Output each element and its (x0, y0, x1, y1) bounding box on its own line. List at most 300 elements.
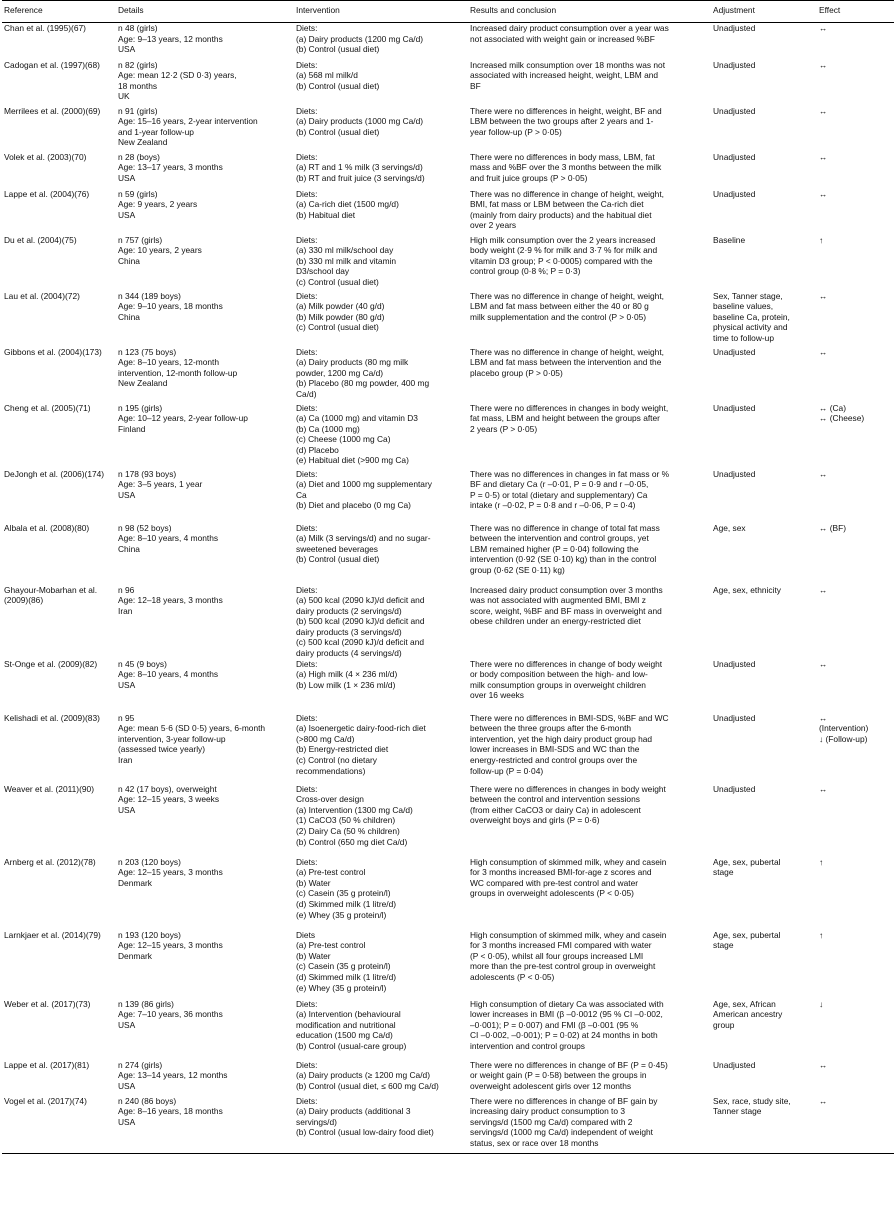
cell-line: baseline Ca, protein, (713, 311, 790, 322)
cell-line: ↔ (819, 712, 828, 723)
cell-line: Unadjusted (713, 712, 756, 723)
cell-line: Diets: (296, 23, 318, 33)
cell-line: Cross-over design (296, 794, 364, 805)
cell-line: Diets: (296, 402, 318, 413)
results-cell (468, 23, 711, 60)
cell-line: There were no differences in body mass, LBM, fat (470, 151, 655, 162)
cell-line: Diets: (296, 468, 318, 479)
cell-line: n 193 (120 boys) (118, 929, 181, 940)
cell-line: (b) Ca (1000 mg) (296, 423, 360, 434)
cell-line: mass and %BF over the 3 months between the milk (470, 162, 662, 173)
cell-line: Baseline (713, 234, 746, 245)
cell-line: Arnberg et al. (2012)(78) (4, 856, 96, 867)
adjustment-cell (711, 106, 817, 152)
cell-line: There were no differences in changes in body weight (470, 783, 666, 794)
cell-line: Cadogan et al. (1997)(68) (4, 59, 100, 70)
cell-line: USA (118, 679, 136, 690)
intervention-cell (294, 1060, 468, 1096)
cell-line: 2 years (P > 0·05) (470, 423, 538, 434)
cell-line: Cheng et al. (2005)(71) (4, 402, 91, 413)
cell-line: group (713, 1019, 735, 1030)
cell-line: Unadjusted (713, 1059, 756, 1070)
cell-line: (c) Control (usual diet) (296, 322, 379, 333)
cell-line: (b) RT and fruit juice (3 servings/d) (296, 172, 425, 183)
cell-line: (c) Cheese (1000 mg Ca) (296, 434, 391, 445)
cell-line: (b) Control (usual diet) (296, 80, 380, 91)
cell-line: (a) 568 ml milk/d (296, 70, 358, 81)
effect-cell (817, 189, 894, 235)
cell-line: modification and nutritional (296, 1019, 396, 1030)
table-row (2, 659, 894, 713)
cell-line: D3/school day (296, 266, 350, 277)
cell-line: or weight gain (P = 0·58) between the groups in (470, 1070, 647, 1081)
cell-line: Age: mean 12·2 (SD 0·3) years, (118, 70, 237, 81)
results-cell (468, 106, 711, 152)
cell-line: (a) 500 kcal (2090 kJ)/d deficit and (296, 595, 425, 606)
cell-line: (a) High milk (4 × 236 ml/d) (296, 669, 398, 680)
results-cell (468, 403, 711, 469)
effect-cell (817, 784, 894, 857)
cell-line: vitamin D3 group; P < 0·0005) compared with the (470, 255, 653, 266)
cell-line: USA (118, 209, 136, 220)
details-cell (116, 659, 294, 713)
cell-line: P = 0·5) or total (dietary and supplementary) Ca (470, 489, 648, 500)
cell-line: St-Onge et al. (2009)(82) (4, 658, 98, 669)
cell-line: (2) Dairy Ca (50 % children) (296, 826, 400, 837)
details-cell (116, 23, 294, 60)
cell-line: Age: 3–5 years, 1 year (118, 479, 203, 490)
details-cell (116, 235, 294, 291)
intervention-cell (294, 189, 468, 235)
cell-line: (a) Pre-test control (296, 867, 366, 878)
cell-line: servings/d (1500 mg Ca/d) compared with 2 (470, 1116, 633, 1127)
cell-line: for 3 months increased BMI-for-age z scores and (470, 867, 652, 878)
details-cell (116, 60, 294, 106)
cell-line: n 123 (75 boys) (118, 346, 177, 357)
cell-line: sweetened beverages (296, 543, 378, 554)
cell-line: (b) Control (usual diet, ≤ 600 mg Ca/d) (296, 1080, 439, 1091)
cell-line: n 95 (118, 712, 135, 723)
cell-line: (b) Control (usual diet) (296, 44, 380, 55)
effect-cell (817, 1060, 894, 1096)
cell-line: New Zealand (118, 378, 168, 389)
cell-line: ↔ (Ca) (819, 402, 846, 413)
effect-cell (817, 152, 894, 189)
cell-line: China (118, 255, 140, 266)
cell-line: (a) Ca (1000 mg) and vitamin D3 (296, 413, 418, 424)
details-cell (116, 469, 294, 523)
cell-line: (from either CaCO3 or dairy Ca) in adolescent (470, 804, 641, 815)
intervention-cell (294, 152, 468, 189)
cell-line: There were no differences in change of BF gain by (470, 1095, 658, 1106)
header-effect: Effect (817, 1, 894, 23)
cell-line: ↔ (819, 105, 828, 116)
intervention-cell (294, 60, 468, 106)
cell-line: Age: 10–12 years, 2-year follow-up (118, 413, 248, 424)
reference-cell (2, 347, 116, 403)
results-cell (468, 713, 711, 784)
cell-line: intervention, 3-year follow-up (118, 733, 226, 744)
cell-line: (b) 500 kcal (2090 kJ)/d deficit and (296, 616, 425, 627)
cell-line: (c) Control (no dietary (296, 755, 377, 766)
cell-line: body weight (2·9 % for milk and 3·7 % for milk and (470, 245, 658, 256)
intervention-cell (294, 1096, 468, 1154)
cell-line: LBM and fat mass between either the 40 or 80 g (470, 301, 649, 312)
cell-line: (a) Pre-test control (296, 940, 366, 951)
cell-line: Ca/d) (296, 388, 317, 399)
cell-line: n 91 (girls) (118, 105, 158, 116)
cell-line: ↔ (Cheese) (819, 413, 865, 424)
cell-line: (b) Diet and placebo (0 mg Ca) (296, 500, 411, 511)
cell-line: n 42 (17 boys), overweight (118, 783, 217, 794)
cell-line: Ghayour-Mobarhan et al. (4, 584, 98, 595)
header-details: Details (116, 1, 294, 23)
reference-cell (2, 189, 116, 235)
cell-line: ↑ (819, 856, 824, 867)
results-cell (468, 930, 711, 999)
cell-line: Unadjusted (713, 59, 756, 70)
cell-line: (Intervention) (819, 723, 869, 734)
cell-line: servings/d (1000 mg Ca/d) independent of weight (470, 1127, 653, 1138)
cell-line: stage (713, 940, 734, 951)
cell-line: China (118, 543, 140, 554)
cell-line: n 96 (118, 584, 135, 595)
cell-line: There were no differences in changes in body weight, (470, 402, 669, 413)
cell-line: fat mass, LBM and height between the groups after (470, 413, 660, 424)
cell-line: There was no difference in change of height, weight, (470, 346, 664, 357)
cell-line: (2009)(86) (4, 595, 44, 606)
cell-line: LBM remained higher (P = 0·04) following the (470, 543, 639, 554)
cell-line: BMI, fat mass or LBM between the Ca-rich diet (470, 199, 644, 210)
cell-line: between the control and intervention sessions (470, 794, 640, 805)
cell-line: Diets: (296, 998, 318, 1009)
effect-cell (817, 469, 894, 523)
cell-line: or body composition between the high- and low- (470, 669, 648, 680)
cell-line: Age: 15–16 years, 2-year intervention (118, 116, 258, 127)
cell-line: dairy products (2 servings/d) (296, 605, 402, 616)
cell-line: Unadjusted (713, 783, 756, 794)
cell-line: WC compared with pre-test control and water (470, 877, 639, 888)
effect-cell (817, 23, 894, 60)
cell-line: n 240 (86 boys) (118, 1095, 177, 1106)
cell-line: BF and dietary Ca (r –0·01, P = 0·9 and r –0·05, (470, 479, 649, 490)
header-intervention: Intervention (294, 1, 468, 23)
intervention-cell (294, 713, 468, 784)
intervention-cell (294, 857, 468, 930)
cell-line: High milk consumption over the 2 years increased (470, 234, 656, 245)
cell-line: Age: 9–13 years, 12 months (118, 33, 223, 44)
effect-cell (817, 291, 894, 347)
cell-line: Denmark (118, 877, 152, 888)
cell-line: placebo group (P > 0·05) (470, 367, 563, 378)
table-row (2, 235, 894, 291)
cell-line: Diets (296, 929, 316, 940)
cell-line: status, sex or race over 18 months (470, 1138, 599, 1149)
cell-line: n 195 (girls) (118, 402, 163, 413)
cell-line: Diets: (296, 59, 318, 70)
intervention-cell (294, 23, 468, 60)
cell-line: Sex, Tanner stage, (713, 290, 783, 301)
cell-line: There were no differences in change of body weight (470, 658, 663, 669)
reference-cell (2, 784, 116, 857)
cell-line: follow-up (P = 0·04) (470, 765, 544, 776)
cell-line: There were no differences in height, weight, BF and (470, 105, 662, 116)
table-row (2, 930, 894, 999)
effect-cell (817, 659, 894, 713)
cell-line: –0·001); P = 0·007) and FMI (β –0·001 (95 % (470, 1019, 639, 1030)
cell-line: between the three groups after the 6-month (470, 723, 632, 734)
reference-cell (2, 152, 116, 189)
effect-cell (817, 235, 894, 291)
effect-cell (817, 106, 894, 152)
cell-line: Age: 12–15 years, 3 weeks (118, 794, 220, 805)
cell-line: (b) Control (usual diet) (296, 126, 380, 137)
cell-line: Lappe et al. (2004)(76) (4, 188, 90, 199)
cell-line: not associated with weight gain or increased %BF (470, 33, 655, 44)
results-cell (468, 523, 711, 585)
cell-line: Diets: (296, 290, 318, 301)
results-cell (468, 1060, 711, 1096)
header-adjustment: Adjustment (711, 1, 817, 23)
cell-line: milk consumption groups in overweight children (470, 679, 646, 690)
cell-line: Age: 8–10 years, 4 months (118, 533, 219, 544)
studies-table (2, 0, 894, 1154)
table-row (2, 60, 894, 106)
reference-cell (2, 106, 116, 152)
effect-cell (817, 999, 894, 1060)
cell-line: overweight boys and girls (P = 0·6) (470, 815, 600, 826)
cell-line: Lappe et al. (2017)(81) (4, 1059, 90, 1070)
reference-cell (2, 1096, 116, 1154)
cell-line: n 757 (girls) (118, 234, 163, 245)
results-cell (468, 235, 711, 291)
cell-line: Merrilees et al. (2000)(69) (4, 105, 101, 116)
intervention-cell (294, 784, 468, 857)
cell-line: (a) Intervention (1300 mg Ca/d) (296, 804, 413, 815)
intervention-cell (294, 930, 468, 999)
cell-line: (assessed twice yearly) (118, 744, 206, 755)
cell-line: (d) Placebo (296, 444, 339, 455)
cell-line: energy-restricted and control groups over the (470, 755, 638, 766)
cell-line: n 48 (girls) (118, 23, 158, 33)
cell-line: LBM and fat mass between the intervention and the (470, 357, 662, 368)
details-cell (116, 1060, 294, 1096)
cell-line: associated with increased height, weight, LBM and (470, 70, 659, 81)
adjustment-cell (711, 713, 817, 784)
reference-cell (2, 585, 116, 659)
cell-line: intervention (0·92 (SE 0·10) kg) than in the control (470, 554, 657, 565)
reference-cell (2, 60, 116, 106)
adjustment-cell (711, 1096, 817, 1154)
details-cell (116, 713, 294, 784)
cell-line: lower increases in BMI-SDS and WC than the (470, 744, 640, 755)
cell-line: (a) Dairy products (1000 mg Ca/d) (296, 116, 424, 127)
table-row (2, 857, 894, 930)
cell-line: Age: 13–14 years, 12 months (118, 1070, 228, 1081)
results-cell (468, 347, 711, 403)
adjustment-cell (711, 347, 817, 403)
cell-line: ↑ (819, 234, 824, 245)
table-header-row (2, 1, 894, 23)
cell-line: ↔ (819, 1095, 828, 1106)
cell-line: (b) Water (296, 950, 331, 961)
details-cell (116, 403, 294, 469)
intervention-cell (294, 403, 468, 469)
cell-line: (a) Diet and 1000 mg supplementary (296, 479, 432, 490)
table-row (2, 585, 894, 659)
cell-line: Diets: (296, 522, 318, 533)
results-cell (468, 189, 711, 235)
cell-line: There were no differences in BMI-SDS, %BF and WC (470, 712, 669, 723)
cell-line: Age, sex (713, 522, 746, 533)
cell-line: ↔ (819, 59, 828, 70)
cell-line: (d) Skimmed milk (1 litre/d) (296, 972, 397, 983)
cell-line: more than the pre-test control group in overweight (470, 961, 656, 972)
cell-line: ↔ (819, 151, 828, 162)
adjustment-cell (711, 152, 817, 189)
details-cell (116, 106, 294, 152)
table-row (2, 152, 894, 189)
table-body (2, 23, 894, 1154)
cell-line: ↓ (Follow-up) (819, 733, 868, 744)
effect-cell (817, 1096, 894, 1154)
cell-line: Diets: (296, 658, 318, 669)
cell-line: score, weight, %BF and BF mass in overweight and (470, 605, 662, 616)
cell-line: Finland (118, 423, 146, 434)
adjustment-cell (711, 23, 817, 60)
cell-line: BF (470, 80, 481, 91)
cell-line: ↔ (819, 783, 828, 794)
cell-line: ↔ (819, 468, 828, 479)
cell-line: USA (118, 1080, 136, 1091)
cell-line: (b) Control (650 mg diet Ca/d) (296, 836, 408, 847)
reference-cell (2, 999, 116, 1060)
adjustment-cell (711, 784, 817, 857)
cell-line: (1) CaCO3 (50 % children) (296, 815, 396, 826)
header-results: Results and conclusion (468, 1, 711, 23)
cell-line: Unadjusted (713, 658, 756, 669)
adjustment-cell (711, 659, 817, 713)
cell-line: Denmark (118, 950, 152, 961)
table-row (2, 106, 894, 152)
effect-cell (817, 713, 894, 784)
results-cell (468, 999, 711, 1060)
cell-line: (b) Habitual diet (296, 209, 356, 220)
cell-line: Age: 13–17 years, 3 months (118, 162, 223, 173)
cell-line: Gibbons et al. (2004)(173) (4, 346, 102, 357)
cell-line: LBM between the two groups after 2 years and 1- (470, 116, 654, 127)
cell-line: Albala et al. (2008)(80) (4, 522, 90, 533)
cell-line: Diets: (296, 1059, 318, 1070)
intervention-cell (294, 469, 468, 523)
cell-line: (b) Control (usual low-dairy food diet) (296, 1127, 434, 1138)
results-cell (468, 291, 711, 347)
cell-line: Volek et al. (2003)(70) (4, 151, 87, 162)
cell-line: was not associated with augmented BMI, BMI z (470, 595, 646, 606)
cell-line: overweight adolescent girls over 12 months (470, 1080, 632, 1091)
table-row (2, 784, 894, 857)
cell-line: Weaver et al. (2011)(90) (4, 783, 94, 794)
results-cell (468, 784, 711, 857)
cell-line: n 59 (girls) (118, 188, 158, 199)
cell-line: intervention, yet the high dairy product group had (470, 733, 653, 744)
cell-line: Unadjusted (713, 402, 756, 413)
cell-line: time to follow-up (713, 332, 774, 343)
intervention-cell (294, 999, 468, 1060)
cell-line: increasing dairy product consumption to 3 (470, 1106, 626, 1117)
cell-line: Vogel et al. (2017)(74) (4, 1095, 87, 1106)
results-cell (468, 60, 711, 106)
effect-cell (817, 60, 894, 106)
cell-line: Age, sex, pubertal (713, 929, 781, 940)
cell-line: ↑ (819, 929, 824, 940)
cell-line: physical activity and (713, 322, 788, 333)
cell-line: There were no differences in change of BF (P = 0·45) (470, 1059, 668, 1070)
cell-line: China (118, 311, 140, 322)
cell-line: (c) 500 kcal (2090 kJ)/d deficit and (296, 637, 425, 648)
cell-line: (a) Milk (3 servings/d) and no sugar- (296, 533, 431, 544)
cell-line: Increased dairy product consumption over a year was (470, 23, 669, 33)
cell-line: 18 months (118, 80, 158, 91)
reference-cell (2, 291, 116, 347)
cell-line: Diets: (296, 584, 318, 595)
cell-line: Diets: (296, 346, 318, 357)
cell-line: intake (r –0·02, P = 0·8 and r –0·06, P = 0·4) (470, 500, 636, 511)
cell-line: (a) RT and 1 % milk (3 servings/d) (296, 162, 423, 173)
adjustment-cell (711, 403, 817, 469)
cell-line: Age: 9–10 years, 18 months (118, 301, 223, 312)
results-cell (468, 585, 711, 659)
intervention-cell (294, 347, 468, 403)
cell-line: n 139 (86 girls) (118, 998, 174, 1009)
adjustment-cell (711, 585, 817, 659)
table-row (2, 999, 894, 1060)
cell-line: Age: 8–10 years, 4 months (118, 669, 219, 680)
cell-line: Unadjusted (713, 346, 756, 357)
cell-line: (e) Whey (35 g protein/l) (296, 982, 387, 993)
cell-line: Unadjusted (713, 188, 756, 199)
adjustment-cell (711, 523, 817, 585)
cell-line: between the intervention and control groups, yet (470, 533, 649, 544)
cell-line: Increased dairy product consumption over 3 months (470, 584, 663, 595)
table-row (2, 469, 894, 523)
cell-line: lower increases in BMI (β –0·0012 (95 % CI –0·002, (470, 1009, 663, 1020)
cell-line: (b) Water (296, 877, 331, 888)
cell-line: Age: 12–15 years, 3 months (118, 940, 223, 951)
reference-cell (2, 930, 116, 999)
cell-line: Du et al. (2004)(75) (4, 234, 77, 245)
cell-line: (b) Low milk (1 × 236 ml/d) (296, 679, 396, 690)
details-cell (116, 1096, 294, 1154)
details-cell (116, 999, 294, 1060)
cell-line: Sex, race, study site, (713, 1095, 791, 1106)
cell-line: Diets: (296, 712, 318, 723)
cell-line: Diets: (296, 234, 318, 245)
cell-line: ↔ (819, 658, 828, 669)
cell-line: ↔ (819, 188, 828, 199)
details-cell (116, 857, 294, 930)
cell-line: (a) Milk powder (40 g/d) (296, 301, 385, 312)
cell-line: Age: 12–18 years, 3 months (118, 595, 223, 606)
cell-line: over 2 years (470, 220, 517, 231)
cell-line: Chan et al. (1995)(67) (4, 23, 86, 33)
cell-line: (b) Control (usual-care group) (296, 1041, 407, 1052)
cell-line: (d) Skimmed milk (1 litre/d) (296, 899, 397, 910)
cell-line: (a) 330 ml milk/school day (296, 245, 394, 256)
cell-line: USA (118, 804, 136, 815)
cell-line: Tanner stage (713, 1106, 762, 1117)
reference-cell (2, 23, 116, 60)
